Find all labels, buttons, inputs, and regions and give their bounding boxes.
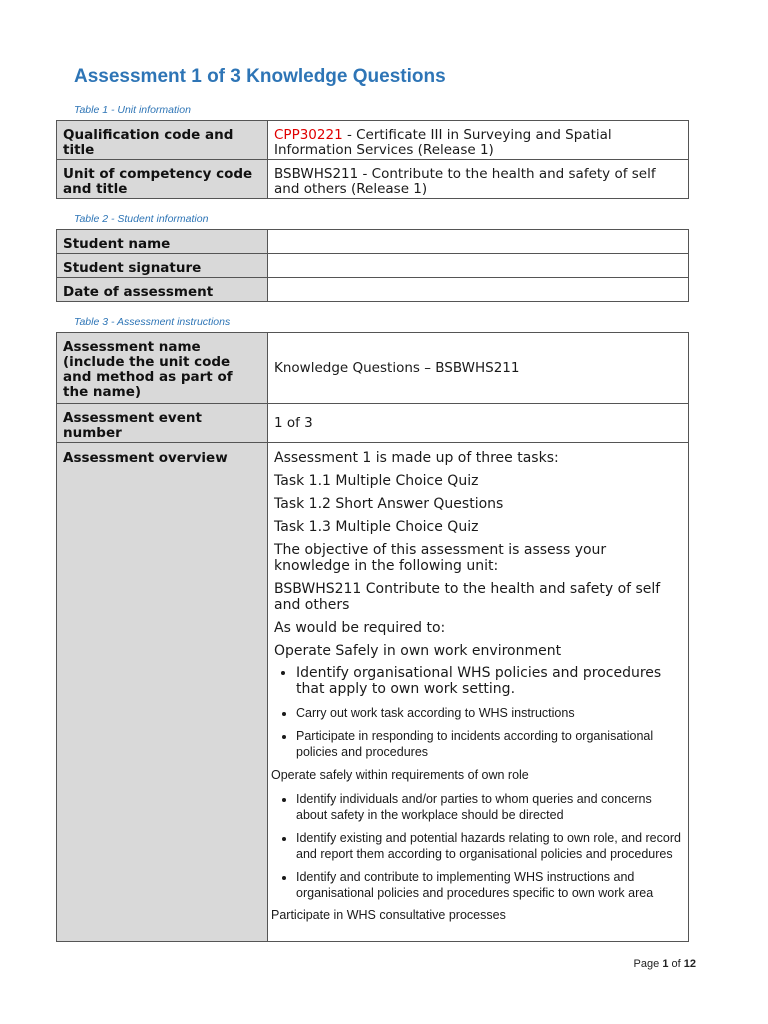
- student-name-field[interactable]: [268, 230, 689, 254]
- qualification-value: [268, 121, 689, 160]
- unit-of-competency-value: BSBWHS211 - Contribute to the health and safety of self and others (Release 1): [268, 160, 689, 199]
- date-of-assessment-field[interactable]: [268, 278, 689, 302]
- table-1-caption: Table 1 - Unit information: [74, 104, 191, 116]
- unit-of-competency-label: Unit of competency code and title: [57, 160, 268, 199]
- overview-task-3: Task 1.3 Multiple Choice Quiz: [274, 519, 479, 535]
- of-word: of: [671, 958, 681, 970]
- overview-list-2: [274, 791, 682, 901]
- table-2-caption: Table 2 - Student information: [74, 213, 209, 225]
- assessment-name-label: Assessment name (include the unit code and method as part of the name): [57, 333, 268, 404]
- overview-objective: The objective of this assessment is assess your knowledge in the following unit:: [274, 542, 607, 574]
- list-item: • Identify existing and potential hazards relating to own role, and record and report them according to organisational policies and procedures: [296, 830, 682, 862]
- assessment-event-label: Assessment event number: [57, 404, 268, 443]
- overview-heading-1: Operate Safely in own work environment: [274, 643, 562, 659]
- table-3-caption: Table 3 - Assessment instructions: [74, 316, 231, 328]
- unit-information-table: [56, 120, 689, 199]
- overview-required: As would be required to:: [274, 620, 446, 636]
- assessment-event-value: 1 of 3: [268, 404, 689, 443]
- overview-list-1: [274, 665, 682, 760]
- overview-task-1: Task 1.1 Multiple Choice Quiz: [274, 473, 479, 489]
- date-of-assessment-label: Date of assessment: [57, 278, 268, 302]
- list-item: • Carry out work task according to WHS instructions: [296, 705, 682, 721]
- qualification-title: - Certificate III in Surveying and Spatial Information Services (Release 1): [274, 127, 612, 158]
- list-item: • Identify individuals and/or parties to whom queries and concerns about safety in the workplace should be directed: [296, 791, 682, 823]
- page-footer: [634, 958, 696, 970]
- page-word: Page: [633, 958, 660, 970]
- document-title: Assessment 1 of 3 Knowledge Questions: [74, 66, 446, 87]
- assessment-overview-content: [268, 443, 689, 942]
- qualification-code: CPP30221: [274, 127, 343, 143]
- list-item: • Identify and contribute to implementing WHS instructions and organisational policies and procedures specific to own work area: [296, 869, 682, 901]
- qualification-label: Qualification code and title: [57, 121, 268, 160]
- overview-unit: BSBWHS211 Contribute to the health and safety of self and others: [274, 581, 661, 613]
- assessment-name-value: Knowledge Questions – BSBWHS211: [268, 333, 689, 404]
- student-name-label: Student name: [57, 230, 268, 254]
- overview-task-2: Task 1.2 Short Answer Questions: [274, 496, 504, 512]
- overview-heading-3: Participate in WHS consultative processes: [271, 908, 506, 922]
- overview-intro: Assessment 1 is made up of three tasks:: [274, 450, 559, 466]
- page-number: 1: [662, 958, 669, 970]
- assessment-overview-label: Assessment overview: [57, 443, 268, 942]
- page-total: 12: [683, 958, 696, 970]
- list-item: • Identify organisational WHS policies and procedures that apply to own work setting.: [296, 665, 682, 697]
- assessment-instructions-table: [56, 332, 689, 942]
- student-signature-label: Student signature: [57, 254, 268, 278]
- overview-heading-2: Operate safely within requirements of own role: [271, 768, 529, 782]
- list-item: • Participate in responding to incidents according to organisational policies and procedures: [296, 728, 682, 760]
- student-signature-field[interactable]: [268, 254, 689, 278]
- student-information-table: [56, 229, 689, 302]
